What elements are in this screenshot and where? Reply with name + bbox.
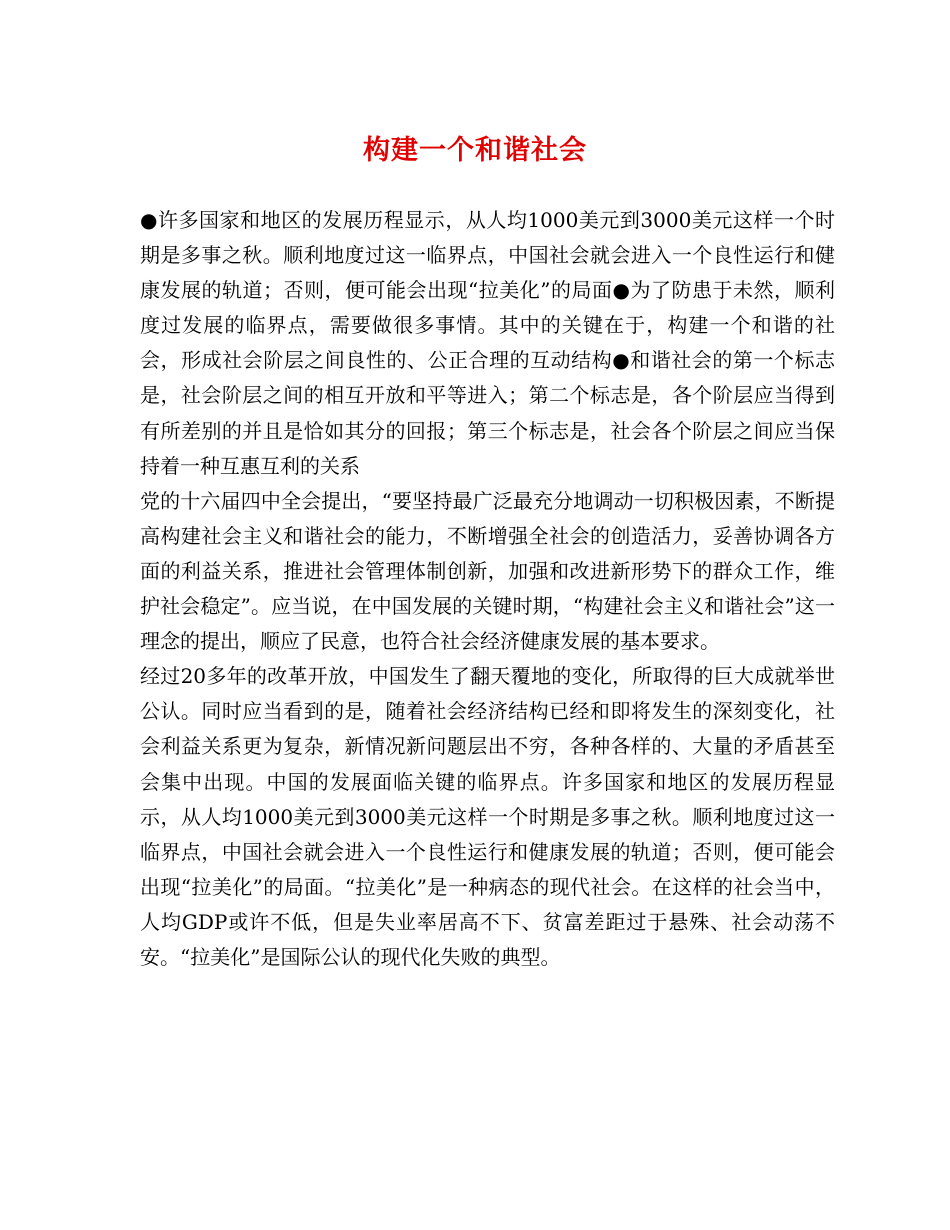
paragraph-summary: ●许多国家和地区的发展历程显示，从人均1000美元到3000美元这样一个时期是多事之秋。顺利地度过这一临界点，中国社会就会进入一个良性运行和健康发展的轨道；否则，便可能会出现“拉美化”的局面●为了防患于未然，顺利度过发展的临界点，需要做很多事情。其中的关键在于，构建一个和谐的社会，形成社会阶层之间良性的、公正合理的互动结构●和谐社会的第一个标志是，社会阶层之间的相互开放和平等进入；第二个标志是，各个阶层应当得到有所差别的并且是恰如其分的回报；第三个标志是，社会各个阶层之间应当保持着一种互惠互利的关系 (140, 208, 835, 478)
document-title: 构建一个和谐社会 (363, 135, 587, 166)
document-body (140, 203, 835, 975)
paragraph-reform: 经过20多年的改革开放，中国发生了翻天覆地的变化，所取得的巨大成就举世公认。同时应当看到的是，随着社会经济结构已经和即将发生的深刻变化，社会利益关系更为复杂，新情况新问题层出不穷，各种各样的、大量的矛盾甚至会集中出现。中国的发展面临关键的临界点。许多国家和地区的发展历程显示，从人均1000美元到3000美元这样一个时期是多事之秋。顺利地度过这一临界点，中国社会就会进入一个良性运行和健康发展的轨道；否则，便可能会出现“拉美化”的局面。“拉美化”是一种病态的现代社会。在这样的社会当中，人均GDP或许不低，但是失业率居高不下、贫富差距过于悬殊、社会动荡不安。“拉美化”是国际公认的现代化失败的典型。 (140, 664, 835, 969)
paragraph-plenum: 党的十六届四中全会提出，“要坚持最广泛最充分地调动一切积极因素，不断提高构建社会主义和谐社会的能力，不断增强全社会的创造活力，妥善协调各方面的利益关系，推进社会管理体制创新，加强和改进新形势下的群众工作，维护社会稳定”。应当说，在中国发展的关键时期，“构建社会主义和谐社会”这一理念的提出，顺应了民意，也符合社会经济健康发展的基本要求。 (140, 488, 835, 654)
